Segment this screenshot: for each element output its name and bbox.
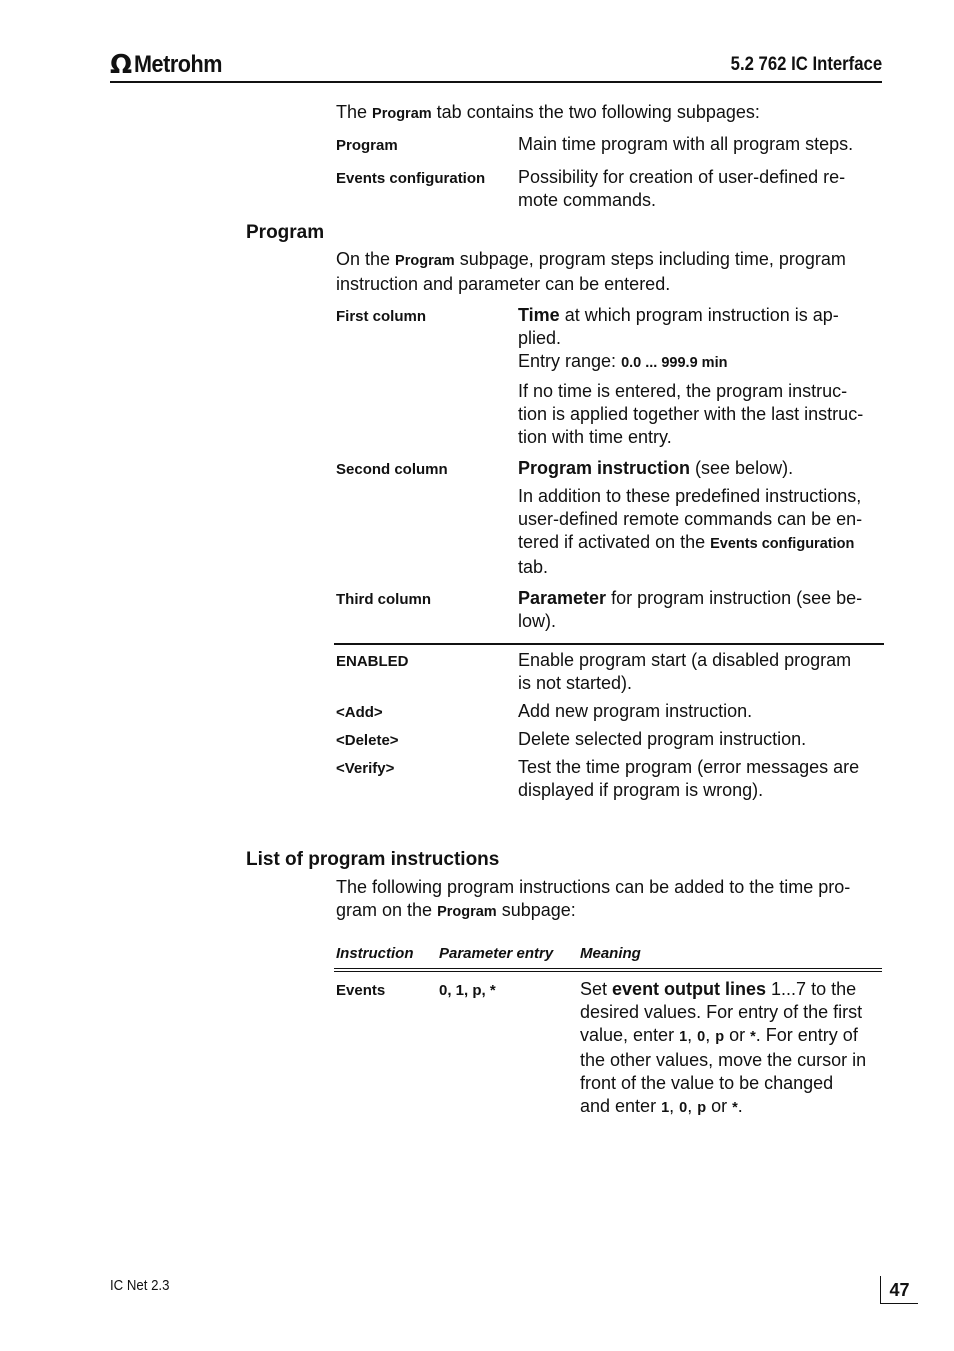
control-desc-verify: Test the time program (error messages are displayed if program is wrong). [518,757,860,800]
second-column-desc: Program instruction (see below). In addition to these predefined instructions, user-defined remote commands can be en- tered if activated on the Events configuration tab. [518,458,863,577]
subpage-label-program: Program [336,137,398,154]
program-intro: On the Program subpage, program steps including time, program instruction and parameter can be entered. [336,249,846,294]
subpage-desc-events: Possibility for creation of user-defined re- mote commands. [518,167,846,210]
table-header-rule-top [334,968,882,969]
table-header-rule-bottom [334,971,882,972]
instructions-heading: List of program instructions [246,849,500,870]
control-label-delete: <Delete> [336,732,399,749]
control-desc-delete: Delete selected program instruction. [518,729,807,749]
section-title-text: 5.2 762 IC Interface [730,54,882,75]
footer-doc-name: IC Net 2.3 [110,1277,170,1294]
section-title [710,54,882,76]
subpage-desc-program: Main time program with all program steps. [518,134,854,154]
page-number: 47 [889,1280,910,1300]
table-header-instruction: Instruction [336,945,414,962]
control-desc-add: Add new program instruction. [518,701,753,721]
third-column-desc: Parameter for program instruction (see be- low). [518,588,863,631]
table-row-meaning: Set event output lines 1...7 to the desired values. For entry of the first value, enter 1, 0, p or *. For entry of the other values, move the cursor in front of the value to be changed and enter 1, 0, p or *. [580,979,867,1116]
second-column-label: Second column [336,461,448,478]
table-row-instruction: Events [336,982,386,999]
first-column-label: First column [336,308,427,325]
omega-logo-icon: Ω [110,50,133,80]
control-desc-enabled: Enable program start (a disabled program is not started). [518,650,852,693]
page-number-box [880,1276,918,1304]
control-label-add: <Add> [336,704,383,721]
table-row-parameter: 0, 1, p, * [439,982,496,999]
program-heading: Program [246,222,325,243]
control-label-verify: <Verify> [336,760,395,777]
intro-paragraph: The Program tab contains the two following subpages: [336,102,760,122]
table-header-meaning: Meaning [580,945,641,962]
section-divider [334,643,884,645]
first-column-desc: Time at which program instruction is ap- plied. Entry range: 0.0 ... 999.9 min If no time is entered, the program instruc- tion is applied together with the last instruc- tion with time entry. [518,305,864,447]
control-label-enabled: ENABLED [336,653,409,670]
logo-text: Metrohm [134,51,223,78]
third-column-label: Third column [336,591,431,608]
metrohm-logo [110,50,232,80]
table-header-parameter: Parameter entry [439,945,554,962]
header-rule [110,81,882,83]
subpage-label-events: Events configuration [336,170,486,187]
instructions-intro: The following program instructions can be added to the time pro- gram on the Program subpage: [336,877,851,920]
